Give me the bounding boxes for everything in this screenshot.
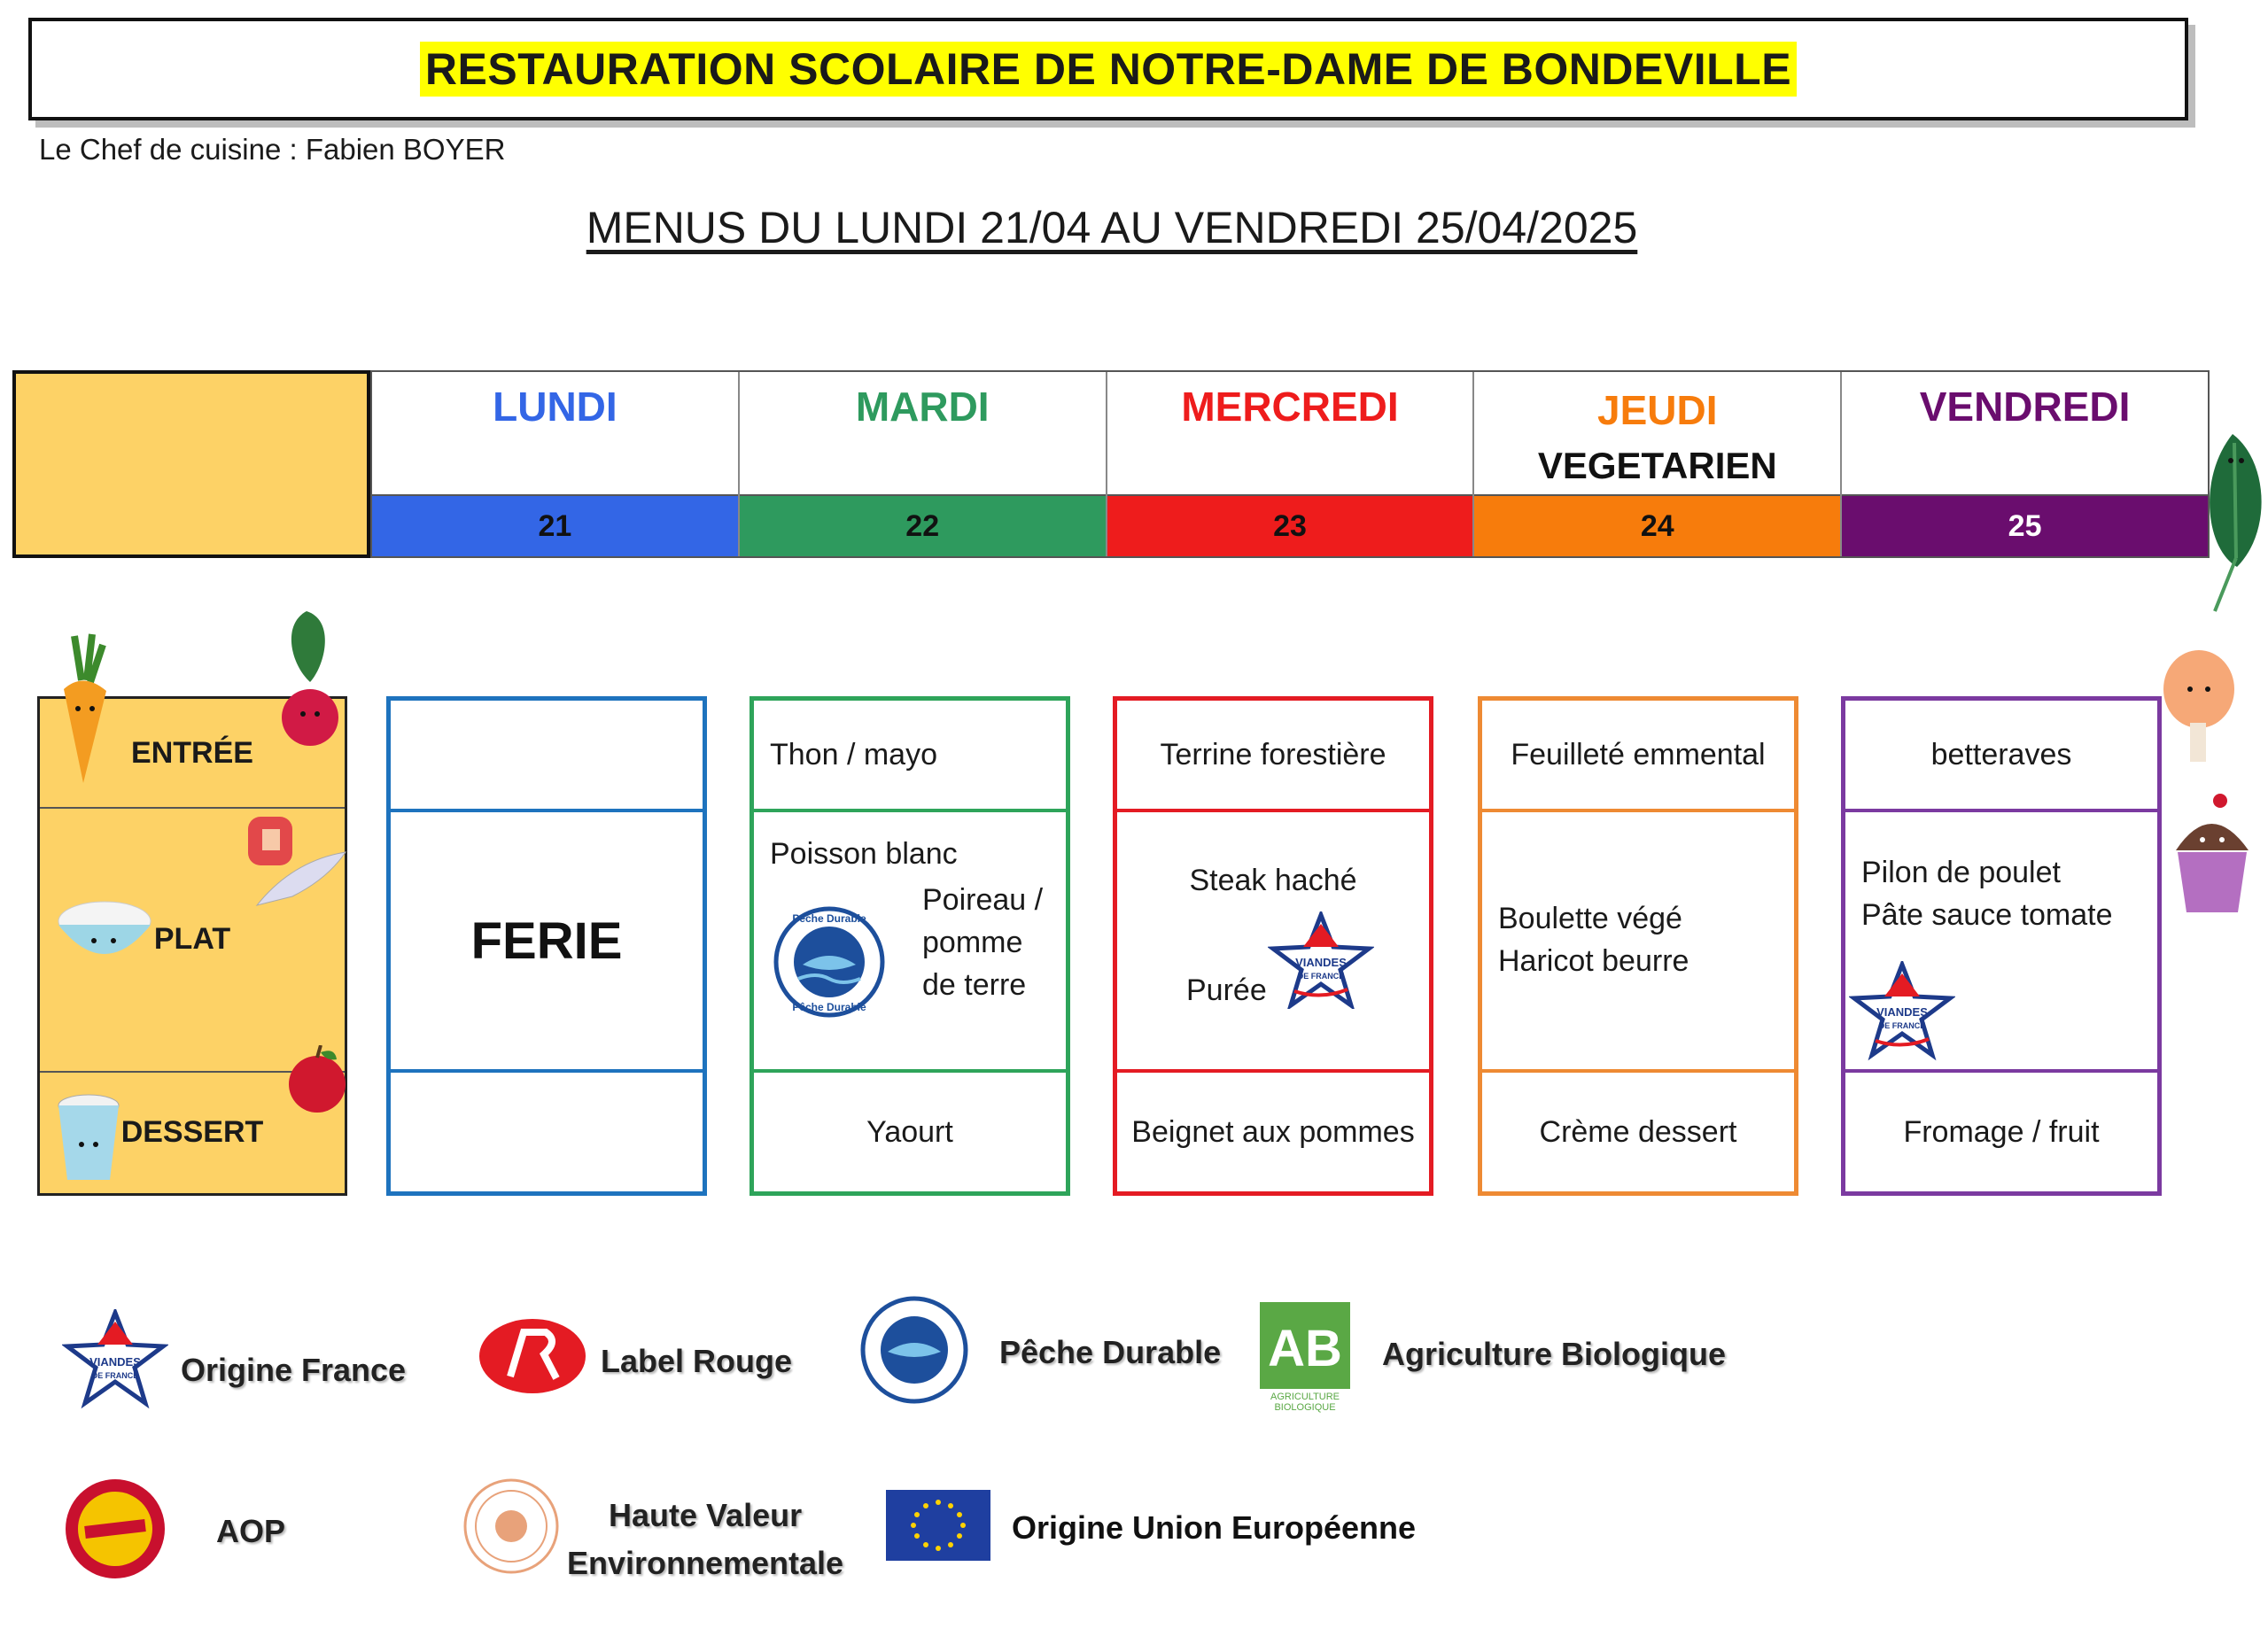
day-name: VENDREDI (1919, 384, 2131, 430)
plat-line: pomme (922, 926, 1023, 959)
legend-origine-france: Origine France (181, 1352, 407, 1388)
plat-line: Pilon de poulet (1861, 856, 2061, 889)
holiday-label: FERIE (470, 911, 623, 970)
badge-text: Pêche Durable (792, 1001, 866, 1013)
menu-card-vendredi (1841, 696, 2162, 1196)
badge-text: DE FRANCE (91, 1371, 139, 1380)
plat-cell (391, 809, 703, 1073)
day-column-lundi (372, 372, 740, 556)
plat-cell (1117, 809, 1429, 1073)
day-number: 22 (740, 494, 1106, 556)
radish-icon (273, 602, 344, 753)
plat-cell (1482, 809, 1794, 1073)
plat-cell (754, 809, 1066, 1073)
chef-credit: Le Chef de cuisine : Fabien BOYER (39, 133, 506, 166)
legend-agriculture-biologique: Agriculture Biologique (1382, 1336, 1727, 1372)
peche-durable-logo-icon (859, 1295, 969, 1405)
badge-text: VIANDES (89, 1355, 141, 1369)
day-column-mardi (740, 372, 1107, 556)
legend-hve-line: Haute Valeur (609, 1497, 803, 1533)
dessert-cell: Crème dessert (1539, 1114, 1737, 1149)
carrot-icon (48, 627, 119, 787)
legend-hve-line: Environnementale (567, 1545, 844, 1581)
plat-line: Poisson blanc (770, 837, 958, 871)
day-name: MARDI (855, 384, 990, 430)
menu-card-mercredi (1113, 696, 1433, 1196)
title-box (28, 18, 2188, 120)
category-label: ENTRÉE (131, 735, 253, 770)
badge-text: BIOLOGIQUE (1274, 1402, 1336, 1413)
plat-line: Boulette végé (1498, 902, 1682, 935)
badge-text: VIANDES (1295, 956, 1347, 969)
day-name: LUNDI (493, 384, 617, 430)
peche-durable-badge-icon (772, 904, 887, 1020)
day-name: MERCREDI (1181, 384, 1399, 430)
dessert-cell: Yaourt (866, 1114, 953, 1149)
day-name: JEUDI (1597, 387, 1718, 433)
dessert-cell: Beignet aux pommes (1131, 1114, 1415, 1149)
menu-card-lundi (386, 696, 707, 1196)
day-column-jeudi (1474, 372, 1842, 556)
category-label: PLAT (153, 921, 231, 956)
cupcake-icon (2167, 788, 2256, 921)
entree-cell: Feuilleté emmental (1511, 737, 1766, 772)
menu-period-title: MENUS DU LUNDI 21/04 AU VENDREDI 25/04/2025 (586, 203, 1638, 252)
plat-line: de terre (922, 968, 1027, 1002)
category-label: DESSERT (120, 1114, 264, 1149)
plat-line: Steak haché (1189, 864, 1357, 897)
viandes-de-france-badge-icon (1849, 961, 1955, 1067)
rice-bowl-icon (51, 895, 158, 965)
yogurt-cup-icon (53, 1082, 124, 1189)
apple-icon (282, 1045, 353, 1116)
viandes-de-france-badge-icon (1268, 911, 1374, 1009)
day-header (370, 370, 2210, 558)
dessert-cell (391, 1073, 703, 1191)
entree-cell: Thon / mayo (770, 737, 937, 772)
badge-text: DE FRANCE (1297, 972, 1345, 981)
dessert-cell: Fromage / fruit (1903, 1114, 2100, 1149)
day-theme: VEGETARIEN (1537, 445, 1777, 486)
aop-logo-icon (64, 1477, 167, 1580)
agriculture-biologique-logo-icon (1256, 1299, 1354, 1414)
day-number: 24 (1474, 494, 1840, 556)
day-column-vendredi (1842, 372, 2208, 556)
page-title: RESTAURATION SCOLAIRE DE NOTRE-DAME DE BONDEVILLE (420, 42, 1797, 97)
day-number: 21 (372, 494, 738, 556)
plat-cell (1845, 809, 2157, 1073)
label-rouge-logo-icon (475, 1314, 590, 1399)
header-corner (12, 370, 370, 558)
legend-origine-ue: Origine Union Européenne (1012, 1509, 1417, 1546)
haute-valeur-environnementale-logo-icon (462, 1477, 560, 1575)
day-number: 25 (1842, 494, 2208, 556)
meat-fish-icon (239, 808, 354, 923)
menu-card-mardi (750, 696, 1070, 1196)
day-number: 23 (1107, 494, 1473, 556)
eu-flag-icon (886, 1490, 990, 1561)
legend-label-rouge: Label Rouge (601, 1343, 793, 1379)
legend-peche-durable: Pêche Durable (999, 1334, 1222, 1370)
legend-aop: AOP (216, 1513, 286, 1549)
menu-card-jeudi (1478, 696, 1798, 1196)
plat-line: Purée (1186, 973, 1267, 1007)
plat-line: Poireau / (922, 883, 1044, 917)
spinach-leaf-icon (2188, 425, 2268, 620)
badge-text: Pêche Durable (792, 912, 866, 925)
day-column-mercredi (1107, 372, 1475, 556)
badge-text: DE FRANCE (1878, 1021, 1926, 1030)
entree-cell: Terrine forestière (1160, 737, 1386, 772)
badge-text: VIANDES (1876, 1005, 1928, 1019)
entree-cell (391, 701, 703, 809)
origine-france-logo-icon (62, 1309, 168, 1411)
plat-line: Haricot beurre (1498, 944, 1689, 978)
chicken-drumstick-icon (2158, 645, 2238, 778)
plat-line: Pâte sauce tomate (1861, 898, 2113, 932)
entree-cell: betteraves (1930, 737, 2072, 772)
badge-text: AGRICULTURE (1270, 1392, 1340, 1402)
ab-logo-text: AB (1268, 1320, 1342, 1377)
